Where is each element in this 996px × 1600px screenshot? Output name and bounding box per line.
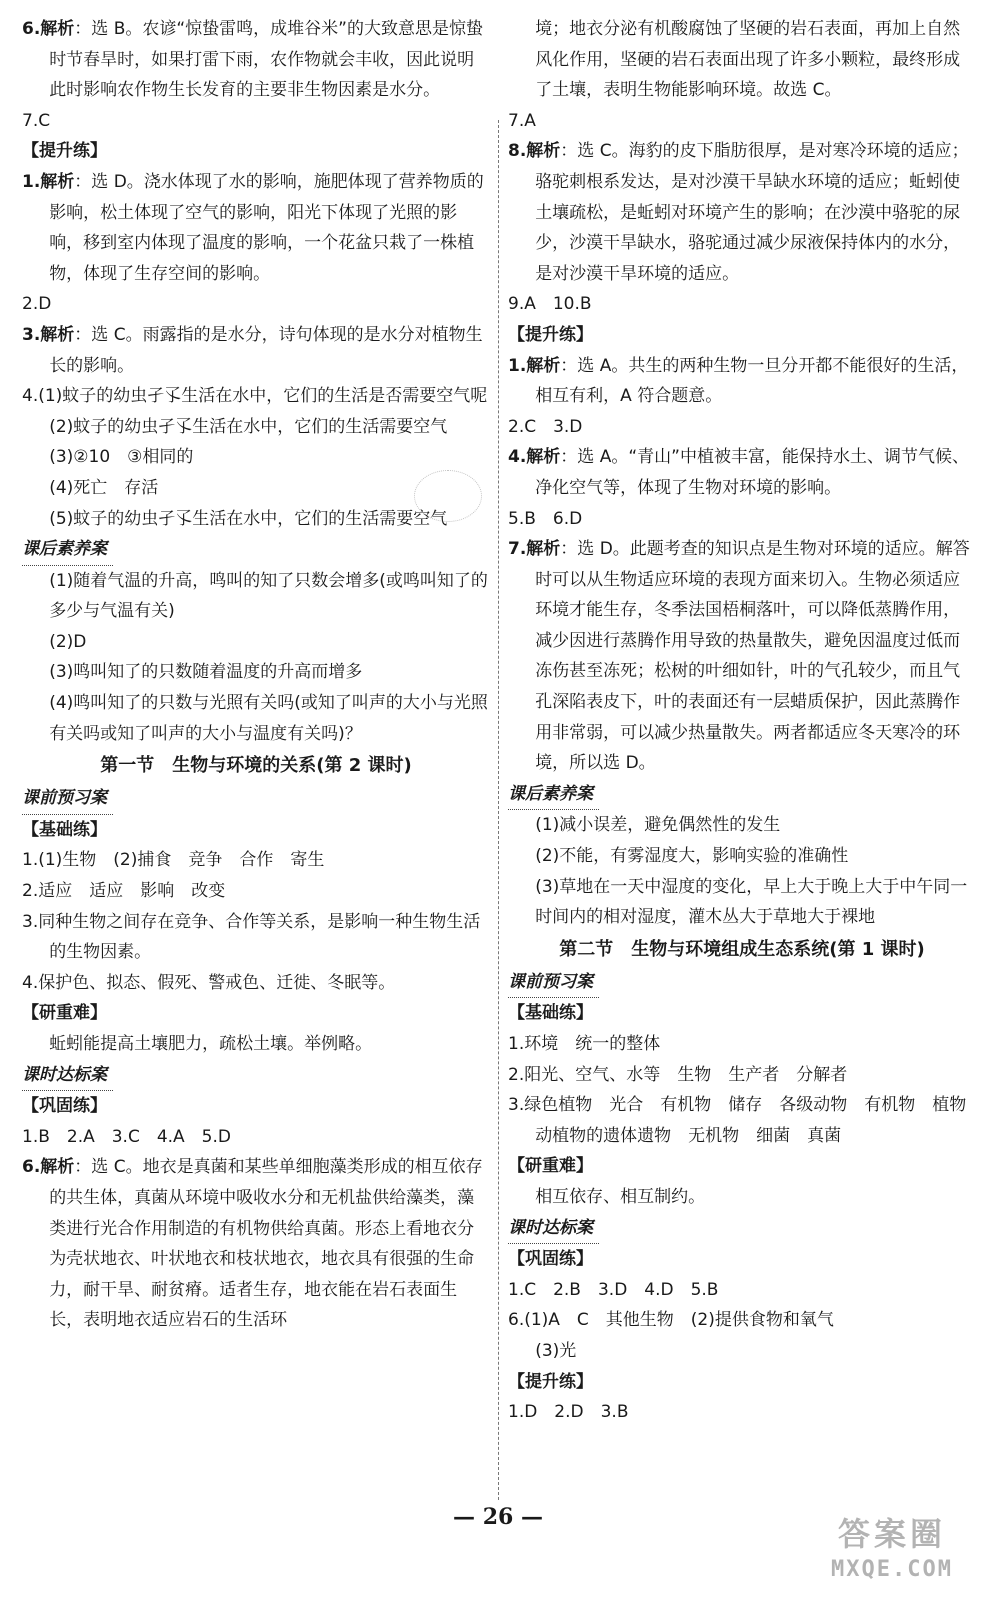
exercise-tag: 【巩固练】 [508,1249,593,1270]
section-label: 课时达标案 [508,1213,599,1245]
exercise-tag: 【提升练】 [508,324,593,345]
answer-line [22,14,490,106]
answer-text: ：选 A。共生的两种生物一旦分开都不能很好的生活，相互有利，A 符合题意。 [535,355,969,407]
answer-line: 3.绿色植物 光合 有机物 储存 各级动物 有机物 植物 动植物的遗体遗物 无机物 细菌 真菌 [508,1095,984,1146]
answer-text: ：选 C。雨露指的是水分，诗句体现的是水分对植物生长的影响。 [49,324,483,376]
answer-text: ：选 D。此题考查的知识点是生物对环境的适应。解答时可以从生物适应环境的表现方面来切入。生物必须适应环境才能生存，冬季法国梧桐落叶，可以降低蒸腾作用，减少因进行蒸腾作用导致的热量散失，避免因温度过低而冻伤甚至冻死；松树的叶细如针，叶的气孔较少，而且气孔深陷表皮下，叶的表面还有一层蜡质保护，因此蒸腾作用非常弱，可以减少热量散失。两者都适应冬天寒冷的环境，所以选 D。 [535,539,970,774]
answer-line [508,442,976,503]
answer-line: (4)死亡 存活 [49,477,159,498]
answer-line: 7.C [22,110,51,131]
answer-line: 4.(1)蚊子的幼虫孑孓生活在水中，它们的生活是否需要空气呢 [22,386,488,407]
answer-line: 1.B 2.A 3.C 4.A 5.D [22,1126,231,1147]
answer-line [22,1152,490,1336]
answer-keyword: 6.解析 [22,19,75,39]
answer-line: 1.环境 统一的整体 [508,1034,661,1054]
answer-keyword: 7.解析 [508,539,561,560]
section-label: 课后素养案 [22,534,113,566]
answer-line: (1)随着气温的升高，鸣叫的知了只数会增多(或鸣叫知了的多少与气温有关) [49,570,488,622]
answer-line: 1.D 2.D 3.B [508,1402,629,1423]
site-watermark [802,1512,982,1592]
answer-line: 9.A 10.B [508,294,592,315]
answer-keyword: 8.解析 [508,141,561,162]
answer-line [22,167,490,289]
answer-line: 1.C 2.B 3.D 4.D 5.B [508,1279,719,1300]
answer-line [508,534,976,779]
answer-line: (3)②10 ③相同的 [49,447,194,468]
section-label: 课前预习案 [22,783,113,815]
answer-line: (3)草地在一天中湿度的变化，早上大于晚上大于中午同一时间内的相对湿度，灌木丛大于草地大于裸地 [535,876,968,928]
answer-line: 4.保护色、拟态、假死、警戒色、迁徙、冬眠等。 [22,972,396,993]
answer-line: 7.A [508,110,536,131]
answer-line: (3)鸣叫知了的只数随着温度的升高而增多 [49,662,363,683]
answer-line [22,320,490,381]
answer-line: 蚯蚓能提高土壤肥力，疏松土壤。举例略。 [49,1034,373,1054]
answer-line: 相互依存、相互制约。 [535,1186,706,1207]
answer-keyword: 6.解析 [22,1157,75,1178]
answer-line: 2.阳光、空气、水等 生物 生产者 分解者 [508,1064,848,1085]
section-label: 课时达标案 [22,1060,113,1092]
right-column [508,14,984,1428]
answer-line: 2.D [22,294,52,315]
answer-line: (2)不能，有雾湿度大，影响实验的准确性 [535,846,849,867]
answer-keyword: 1.解析 [22,171,75,192]
answer-line: 2.适应 适应 影响 改变 [22,881,226,902]
answer-line: 6.(1)A C 其他生物 (2)提供食物和氧气 [508,1310,834,1331]
answer-text: ：选 D。浇水体现了水的影响，施肥体现了营养物质的影响，松土体现了空气的影响，阳光下体现了光照的影响，移到室内体现了温度的影响，一个花盆只栽了一株植物，体现了生存空间的影响。 [49,171,484,284]
exercise-tag: 【提升练】 [22,141,107,162]
answer-line: 境；地衣分泌有机酸腐蚀了坚硬的岩石表面，再加上自然风化作用，坚硬的岩石表面出现了许多小颗粒，最终形成了土壤，表明生物能影响环境。故选 C。 [535,19,961,101]
answer-line: 5.B 6.D [508,508,583,529]
section-label: 课前预习案 [508,967,599,999]
exercise-tag: 【研重难】 [508,1156,593,1177]
answer-keyword: 1.解析 [508,355,561,376]
watermark-url: MXQE.COM [831,1557,953,1582]
answer-keyword: 3.解析 [22,324,75,345]
answer-text: ：选 C。海豹的皮下脂肪很厚，是对寒冷环境的适应；骆驼刺根系发达，是对沙漠干旱缺水环境的适应；蚯蚓使土壤疏松，是蚯蚓对环境产生的影响；在沙漠中骆驼的尿少，沙漠干旱缺水，骆驼通过减少尿液保持体内的水分，是对沙漠干旱环境的适应。 [535,141,969,284]
column-divider [498,120,499,1500]
answer-line: (4)鸣叫知了的只数与光照有关吗(或知了叫声的大小与光照有关吗或知了叫声的大小与温度有关吗)？ [49,693,488,744]
answer-line [508,351,976,412]
answer-text: ：选 B。农谚“惊蛰雷鸣，成堆谷米”的大致意思是惊蛰时节春旱时，如果打雷下雨，农作物就会丰收，因此说明此时影响农作物生长发育的主要非生物因素是水分。 [49,19,483,101]
answer-line: (1)减小误差，避免偶然性的发生 [535,815,781,836]
answer-line: (2)D [49,631,87,652]
exercise-tag: 【巩固练】 [22,1096,107,1117]
exercise-tag: 【基础练】 [508,1003,593,1024]
answer-text: ：选 A。“青山”中植被丰富，能保持水土、调节气候、净化空气等，体现了生物对环境的影响。 [535,447,969,498]
lesson-title: 第一节 生物与环境的关系(第 2 课时) [100,755,412,777]
answer-line: 2.C 3.D [508,416,583,437]
answer-line [508,136,976,289]
answer-line: (2)蚊子的幼虫孑孓生活在水中，它们的生活需要空气 [49,416,448,437]
answer-line: 1.(1)生物 (2)捕食 竞争 合作 寄生 [22,850,325,871]
exercise-tag: 【提升练】 [508,1371,593,1392]
faded-stamp-mark [414,470,482,522]
answer-text: ：选 C。地衣是真菌和某些单细胞藻类形成的相互依存的共生体，真菌从环境中吸收水分和无机盐供给藻类，藻类进行光合作用制造的有机物供给真菌。形态上看地衣分为壳状地衣、叶状地衣和枝状地衣，地衣具有很强的生命力，耐干旱、耐贫瘠。适者生存，地衣能在岩石表面生长，表明地衣适应岩石的生活环 [49,1157,483,1331]
left-column [22,14,490,1336]
answer-line: (5)蚊子的幼虫孑孓生活在水中，它们的生活需要空气 [49,508,448,529]
lesson-title: 第二节 生物与环境组成生态系统(第 1 课时) [559,938,925,960]
section-label: 课后素养案 [508,779,599,811]
answer-line: (3)光 [535,1340,577,1361]
watermark-logo-text: 答案圈 [837,1515,946,1553]
page-number: — 26 — [453,1504,543,1530]
exercise-tag: 【基础练】 [22,819,107,840]
answer-line: 3.同种生物之间存在竞争、合作等关系，是影响一种生物生活的生物因素。 [22,911,481,963]
answer-keyword: 4.解析 [508,447,561,468]
exercise-tag: 【研重难】 [22,1003,107,1024]
